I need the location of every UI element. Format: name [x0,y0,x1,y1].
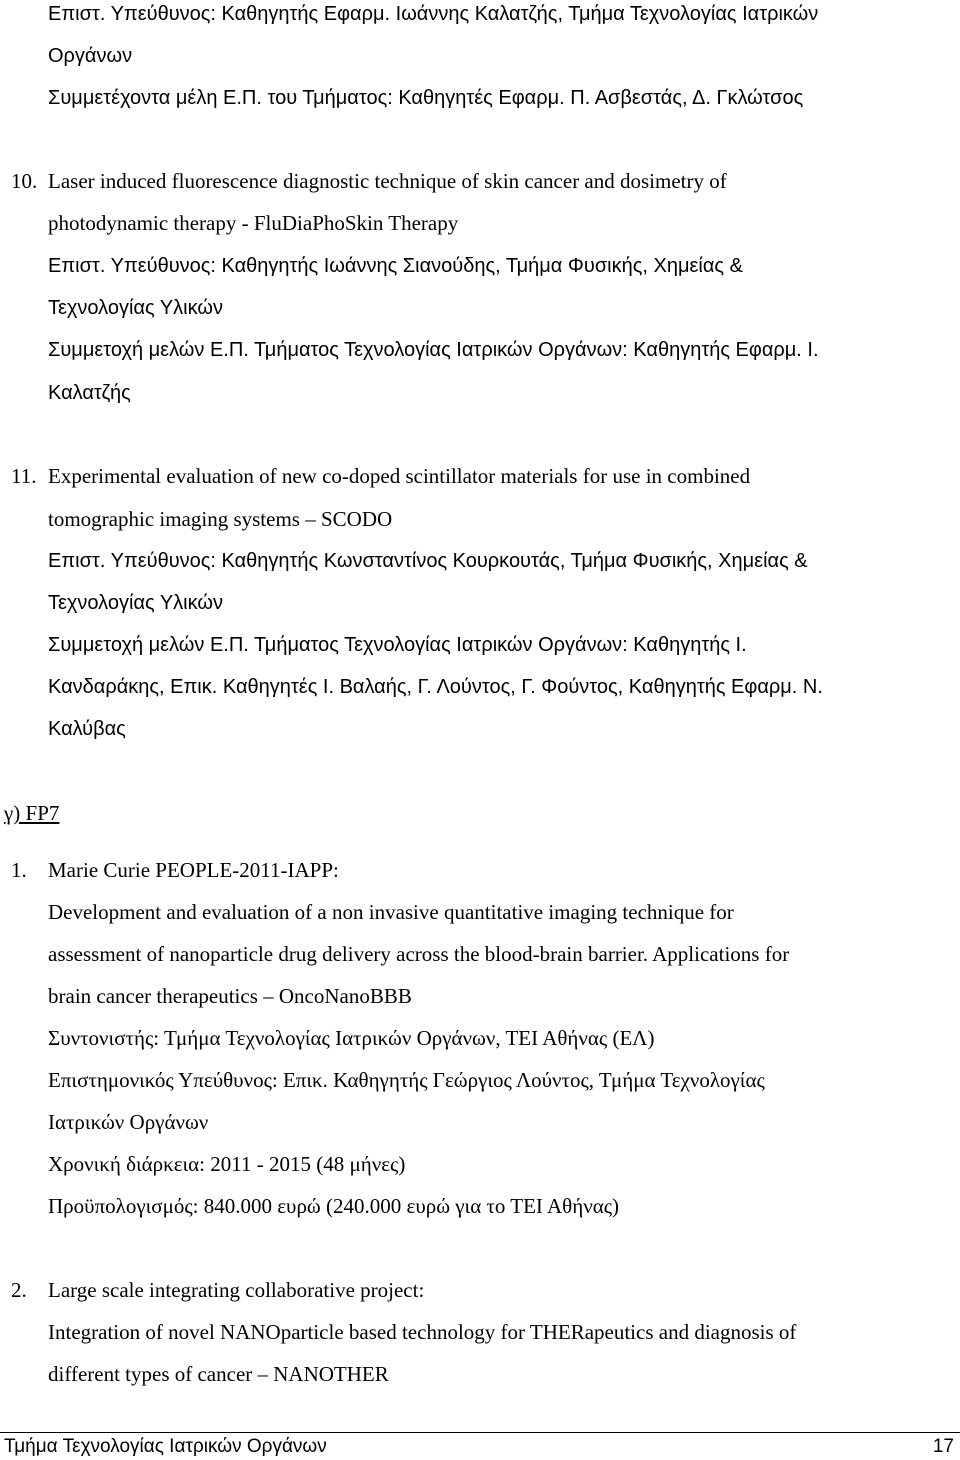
item-11-responsible-line2: Τεχνολογίας Υλικών [48,592,223,614]
fp7-item-1-title-line3: brain cancer therapeutics – OncoNanoBBB [48,984,412,1008]
footer-page-number: 17 [932,1436,954,1457]
footer-department: Τμήμα Τεχνολογίας Ιατρικών Οργάνων [4,1436,327,1457]
item-11-participation-line3: Καλύβας [48,718,126,740]
item-11-responsible-line1: Επιστ. Υπεύθυνος: Καθηγητής Κωνσταντίνος Κουρκουτάς, Τμήμα Φυσικής, Χημείας & [48,550,808,572]
carryover-responsible-line2: Οργάνων [48,45,133,67]
fp7-item-1-scientific-line2: Ιατρικών Οργάνων [48,1110,209,1134]
item-10-title-line2: photodynamic therapy - FluDiaPhoSkin Therapy [48,211,459,235]
item-10-participation-line1: Συμμετοχή μελών Ε.Π. Τμήματος Τεχνολογίας Ιατρικών Οργάνων: Καθηγητής Εφαρμ. Ι. [48,339,819,361]
item-11-number: 11. [11,464,37,488]
fp7-item-1-budget: Προϋπολογισμός: 840.000 ευρώ (240.000 ευρώ για το ΤΕΙ Αθήνας) [48,1194,620,1218]
item-11-title-line2: tomographic imaging systems – SCODO [48,507,393,531]
item-11-participation-line1: Συμμετοχή μελών Ε.Π. Τμήματος Τεχνολογίας Ιατρικών Οργάνων: Καθηγητής Ι. [48,634,747,656]
fp7-item-1-coordinator: Συντονιστής: Τμήμα Τεχνολογίας Ιατρικών Οργάνων, ΤΕΙ Αθήνας (ΕΛ) [48,1026,655,1050]
item-10-title-line1: Laser induced fluorescence diagnostic technique of skin cancer and dosimetry of [48,169,727,193]
fp7-item-1-scientific-line1: Επιστημονικός Υπεύθυνος: Επικ. Καθηγητής Γεώργιος Λούντος, Τμήμα Τεχνολογίας [48,1068,765,1092]
fp7-item-2-title-line1: Integration of novel NANOparticle based technology for THERapeutics and diagnosis of [48,1320,797,1344]
fp7-item-2-title-line2: different types of cancer – NANOTHER [48,1362,389,1386]
item-11-participation-line2: Κανδαράκης, Επικ. Καθηγητές Ι. Βαλαής, Γ. Λούντος, Γ. Φούντος, Καθηγητής Εφαρμ. Ν. [48,676,823,698]
fp7-item-1-duration: Χρονική διάρκεια: 2011 - 2015 (48 μήνες) [48,1152,406,1176]
fp7-item-1-number: 1. [11,858,27,882]
footer-divider [0,1432,960,1433]
carryover-responsible-line1: Επιστ. Υπεύθυνος: Καθηγητής Εφαρμ. Ιωάννης Καλατζής, Τμήμα Τεχνολογίας Ιατρικών [48,3,819,25]
fp7-item-1-title-line1: Development and evaluation of a non invasive quantitative imaging technique for [48,900,734,924]
fp7-item-1-title-line2: assessment of nanoparticle drug delivery across the blood-brain barrier. Applications for [48,942,790,966]
item-10-responsible-line1: Επιστ. Υπεύθυνος: Καθηγητής Ιωάννης Σιανούδης, Τμήμα Φυσικής, Χημείας & [48,255,743,277]
item-10-participation-line2: Καλατζής [48,382,131,404]
fp7-item-2-program: Large scale integrating collaborative project: [48,1278,425,1302]
fp7-item-2-number: 2. [11,1278,27,1302]
item-10-responsible-line2: Τεχνολογίας Υλικών [48,297,223,319]
item-10-number: 10. [11,169,38,193]
carryover-participants: Συμμετέχοντα μέλη Ε.Π. του Τμήματος: Καθηγητές Εφαρμ. Π. Ασβεστάς, Δ. Γκλώτσος [48,87,804,109]
section-heading-fp7: γ) FP7 [4,801,60,825]
fp7-item-1-program: Marie Curie PEOPLE-2011-IAPP: [48,858,339,882]
item-11-title-line1: Experimental evaluation of new co-doped scintillator materials for use in combined [48,464,751,488]
